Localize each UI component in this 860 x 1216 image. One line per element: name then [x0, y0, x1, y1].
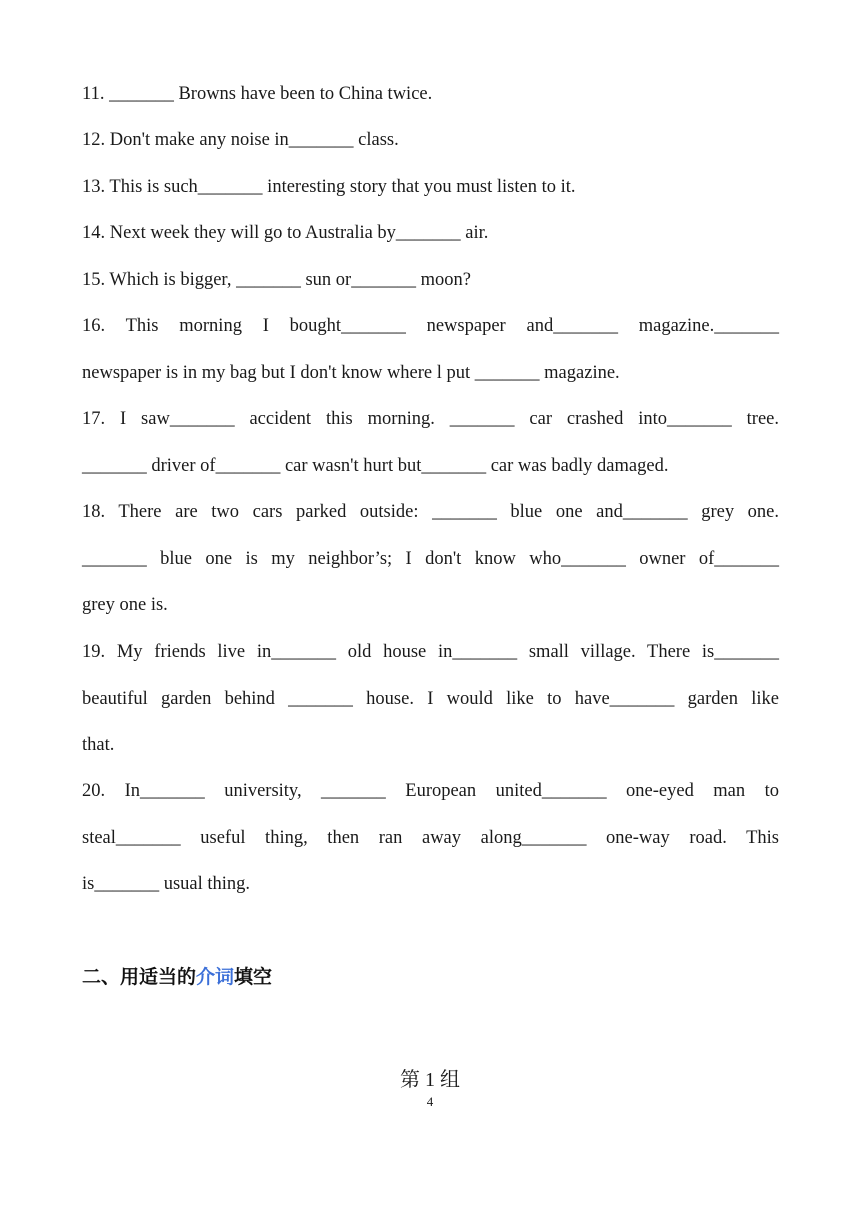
section-heading-highlight[interactable]: 介词: [196, 966, 235, 988]
question-line: _______ driver of_______ car wasn't hurt but_______ car was badly damaged.: [82, 455, 669, 476]
question-11: [82, 71, 779, 118]
section-heading: [82, 962, 272, 989]
question-line: 16. This morning I bought_______ newspaper and_______ magazine._______: [82, 316, 779, 336]
group-title: 第 1 组: [400, 1069, 460, 1091]
question-line: grey one is.: [82, 595, 168, 615]
page-number: 4: [426, 1094, 434, 1109]
question-line: that.: [82, 735, 115, 755]
question-line: 20. In_______ university, _______ European united_______ one-eyed man to: [82, 781, 779, 801]
question-line: 14. Next week they will go to Australia by_______ air.: [82, 223, 489, 243]
question-line: 13. This is such_______ interesting story that you must listen to it.: [82, 177, 576, 197]
section-heading-suffix: 填空: [234, 966, 273, 988]
question-line: 12. Don't make any noise in_______ class.: [82, 130, 399, 150]
question-13: [82, 164, 779, 211]
question-19: [82, 629, 779, 769]
question-line: newspaper is in my bag but I don't know where l put _______ magazine.: [82, 362, 620, 383]
question-12: [82, 117, 779, 164]
question-line: steal_______ useful thing, then ran away along_______ one-way road. This: [82, 827, 779, 848]
question-18: [82, 489, 779, 629]
question-15: [82, 257, 779, 304]
question-20: [82, 768, 779, 908]
question-line: 15. Which is bigger, _______ sun or_______ moon?: [82, 270, 471, 290]
question-line: is_______ usual thing.: [82, 874, 251, 894]
question-line: _______ blue one is my neighbor’s; I don't know who_______ owner of_______: [82, 548, 779, 569]
question-line: 19. My friends live in_______ old house in_______ small village. There is_______: [82, 642, 779, 662]
question-line: 11. _______ Browns have been to China twice.: [82, 84, 433, 104]
question-17: [82, 396, 779, 489]
question-line: 17. I saw_______ accident this morning. _______ car crashed into_______ tree.: [82, 409, 779, 429]
section-heading-prefix: 二、用适当的: [82, 966, 197, 988]
question-14: [82, 210, 779, 257]
question-line: 18. There are two cars parked outside: _______ blue one and_______ grey one.: [82, 502, 779, 522]
question-line: beautiful garden behind _______ house. I would like to have_______ garden like: [82, 688, 779, 709]
question-16: [82, 303, 779, 396]
